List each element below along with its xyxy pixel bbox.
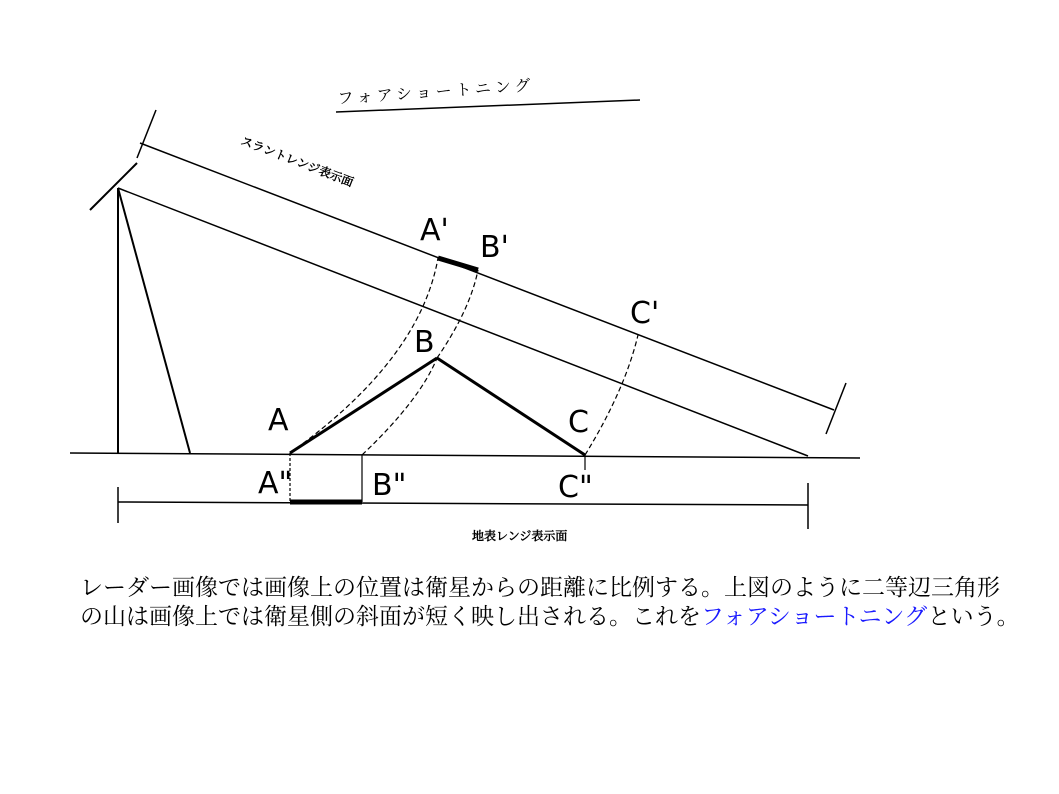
ground-plane-label: 地表レンジ表示面	[472, 529, 568, 543]
slant-plane-label: スラントレンジ表示面	[238, 133, 356, 190]
label-c-double-prime: C"	[558, 470, 593, 505]
label-c: C	[568, 405, 589, 440]
label-b-prime: B'	[480, 230, 509, 265]
label-b: B	[414, 325, 435, 360]
slant-plane-tick-left	[137, 110, 156, 158]
ground-range-plane	[118, 502, 808, 505]
slant-segment-ab	[438, 258, 478, 270]
ground-line	[70, 453, 860, 458]
caption-highlight-term: フォアショートニング	[701, 604, 928, 630]
label-c-prime: C'	[630, 296, 660, 331]
diagram-title: フォアショートニング	[336, 75, 536, 108]
mountain-slope-far	[437, 358, 585, 455]
projection-arc-b-ground	[362, 358, 437, 455]
caption-text-end: という。	[927, 604, 1020, 630]
projection-arc-c	[585, 335, 638, 455]
near-beam	[118, 188, 190, 453]
satellite-antenna	[90, 163, 137, 210]
caption-text-start: レーダー画像では画像上の位置は衛星からの距離に比例する。上図のように二等辺三角形の山は画像上では衛星側の斜面が短く映し出される。これを	[80, 575, 1000, 630]
caption	[80, 574, 1020, 632]
mountain-slope-near	[290, 358, 437, 453]
label-b-double-prime: B"	[372, 468, 407, 503]
far-beam	[118, 188, 808, 456]
label-a: A	[268, 403, 289, 438]
label-a-double-prime: A"	[258, 466, 293, 501]
slant-range-plane	[140, 143, 834, 410]
label-a-prime: A'	[420, 213, 449, 248]
